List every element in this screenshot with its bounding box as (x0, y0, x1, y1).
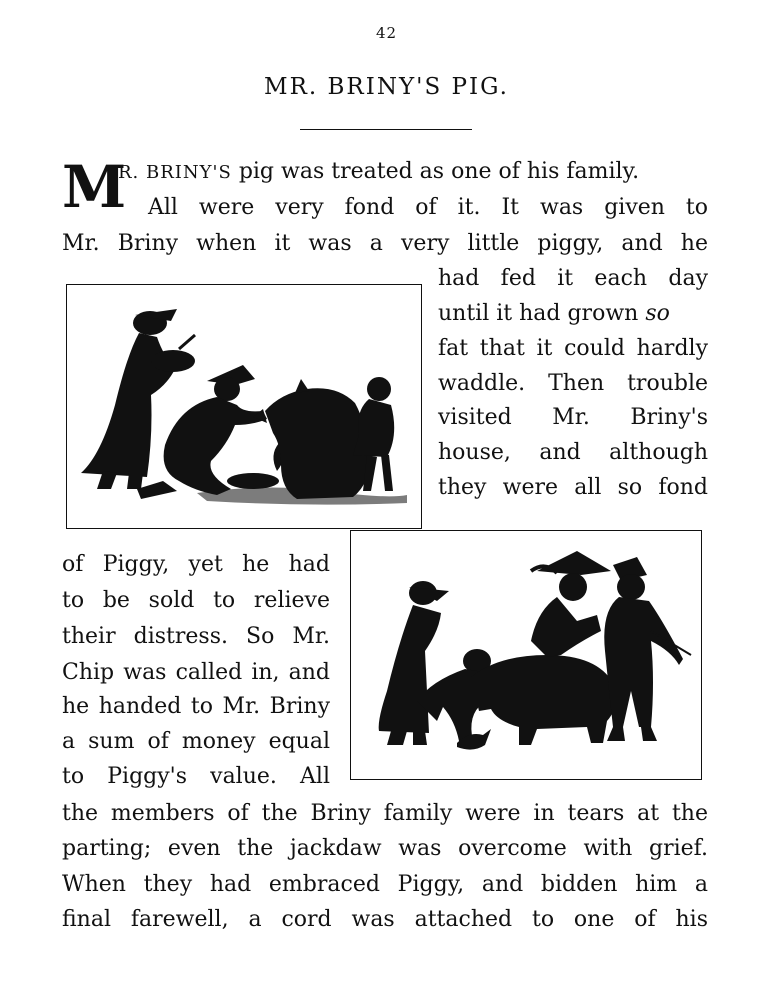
silhouette-illustration-pig-feeding (67, 285, 421, 528)
text-line-2: All were very fond of it. It was given to (148, 195, 708, 220)
text-line-12: to be sold to relieve (62, 588, 330, 613)
text-line-1 (118, 158, 708, 187)
text-line-20: When they had embraced Piggy, and bidden him a (62, 872, 708, 897)
text-line-4: had fed it each day (438, 266, 708, 291)
text-line-3: Mr. Briny when it was a very little piggy, and he (62, 231, 708, 256)
title-rule (300, 129, 472, 130)
text-line-5-italic: so (645, 301, 670, 326)
text-line-1-rest: pig was treated as one of his family. (238, 159, 640, 184)
text-line-17: to Piggy's value. All (62, 764, 330, 789)
text-line-7: waddle. Then trouble (438, 371, 708, 396)
text-line-19: parting; even the jackdaw was overcome with grief. (62, 836, 708, 861)
drop-cap: M (62, 153, 127, 221)
page-number: 42 (375, 24, 398, 42)
text-line-15: he handed to Mr. Briny (62, 694, 330, 719)
text-line-5-text: until it had grown (438, 301, 639, 326)
silhouette-illustration-pig-sale (351, 531, 701, 779)
text-line-18: the members of the Briny family were in tears at the (62, 801, 708, 826)
text-line-11: of Piggy, yet he had (62, 552, 330, 577)
text-line-8: visited Mr. Briny's (438, 405, 708, 430)
page-title: MR. BRINY'S PIG. (264, 74, 509, 100)
text-line-13: their distress. So Mr. (62, 624, 330, 649)
text-line-9: house, and although (438, 440, 708, 465)
text-line-21: final farewell, a cord was attached to one of his (62, 907, 708, 932)
text-line-1-smallcaps: R. BRINY'S (118, 162, 232, 183)
text-line-10: they were all so fond (438, 475, 708, 500)
text-line-6: fat that it could hardly (438, 336, 708, 361)
illustration-top-frame (66, 284, 422, 529)
text-line-16: a sum of money equal (62, 729, 330, 754)
illustration-bottom-frame (350, 530, 702, 780)
text-line-14: Chip was called in, and (62, 660, 330, 685)
text-line-5 (438, 300, 708, 328)
